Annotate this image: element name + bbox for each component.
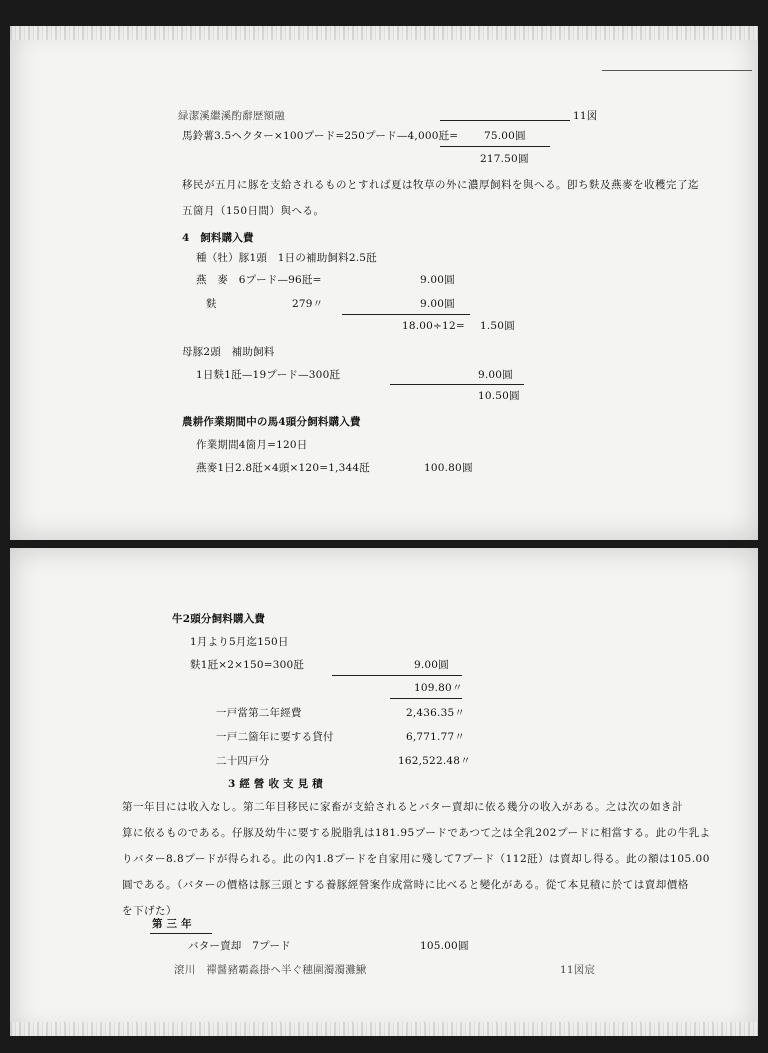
page-number-top: 11図 (573, 110, 598, 122)
paragraph-butter-line-5: を下げた） (122, 905, 177, 917)
horse-heading: 農耕作業期間中の馬4頭分飼料購入費 (182, 416, 361, 428)
sow-line: 1日麩1瓩—19プード—300瓩 (196, 369, 341, 381)
cow-value: 9.00圓 (414, 659, 449, 671)
cow-period: 1月より5月迄150日 (190, 636, 289, 648)
cow-bran: 麩1瓩×2×150=300瓩 (190, 659, 305, 671)
butter-line: バター賣却 7プード (188, 940, 291, 952)
sow-total: 10.50圓 (478, 390, 520, 402)
bran-rule (342, 314, 470, 315)
boar-heading: 種（牡）豚1頭 1日の補助飼料2.5瓩 (196, 252, 377, 264)
sow-rule (390, 384, 524, 385)
page-number-bottom: 11図宸 (560, 964, 596, 976)
cow-rule (332, 675, 462, 676)
paragraph-butter-line-4: 圓である。（バターの價格は豚三頭とする養豚經營案作成當時に比べると變化がある。從て本見積に於ては賣却價格 (122, 879, 689, 891)
horse-value: 100.80圓 (424, 462, 473, 474)
section-3-title: 3 經 營 收 支 見 積 (228, 778, 323, 790)
summary-value-3: 162,522.48〃 (398, 755, 471, 767)
oats-value: 9.00圓 (420, 274, 455, 286)
oats-label: 燕 麥 6プード—96瓩= (196, 274, 322, 286)
summary-value-2: 6,771.77〃 (406, 731, 466, 743)
sow-value: 9.00圓 (478, 369, 513, 381)
scan-noise-bottom (10, 1022, 758, 1036)
running-footer: 滾川 禪醤豬霸淼掛ヘ半ぐ穗圍濁濁灘鰍 (174, 964, 367, 976)
summary-value-1: 2,436.35〃 (406, 707, 466, 719)
sow-heading: 母豚2頭 補助飼料 (182, 346, 275, 358)
potato-value: 75.00圓 (484, 130, 526, 142)
cow-total: 109.80〃 (414, 682, 463, 694)
running-header: 緑潔溪繼溪酌辭歴額融 (178, 110, 285, 122)
summary-label-2: 一戸二箇年に要する貸付 (216, 731, 334, 743)
paragraph-butter-line-1: 第一年目には收入なし。第二年目移民に家畜が支給されるとバター賣却に依る幾分の收入がある。之は次の如き計 (122, 801, 683, 813)
potato-rule (440, 146, 550, 147)
scan-noise-top (10, 26, 758, 40)
page-top (10, 26, 758, 540)
paragraph-feeding-line-1: 移民が五月に豚を支給されるものとすれば夏は牧草の外に濃厚飼料を與へる。卽ち麩及燕麥を收穫完了迄 (182, 179, 699, 191)
bran-value: 9.00圓 (420, 298, 455, 310)
header-line-right (602, 70, 752, 71)
year-3-title: 第 三 年 (152, 918, 192, 930)
calc-1-result: 1.50圓 (480, 320, 515, 332)
paragraph-butter-line-2: 算に依るものである。仔豚及幼牛に要する脱脂乳は181.95プードであつて之は全乳202プードに相當する。此の牛乳よ (122, 827, 711, 839)
horse-period: 作業期間4箇月=120日 (196, 439, 308, 451)
section-4-title: 4 飼料購入費 (182, 232, 254, 244)
summary-label-3: 二十四戸分 (216, 755, 270, 767)
paragraph-feeding (182, 172, 742, 224)
year-3-underline (150, 933, 212, 934)
cow-total-rule (390, 698, 462, 699)
paragraph-feeding-line-2: 五箇月（150日間）與へる。 (182, 205, 325, 217)
calc-1: 18.00÷12= (402, 320, 465, 332)
paragraph-butter (122, 794, 722, 924)
horse-oats: 燕麥1日2.8瓩×4頭×120=1,344瓩 (196, 462, 370, 474)
summary-label-1: 一戸當第二年經費 (216, 707, 302, 719)
bran-label: 麩 (206, 298, 217, 310)
bran-qty: 279〃 (292, 298, 324, 310)
page-bottom (10, 548, 758, 1036)
paragraph-butter-line-3: りバター8.8プードが得られる。此の內1.8プードを自家用に殘して7プード（112瓩）は賣却し得る。此の額は105.00 (122, 853, 710, 865)
butter-value: 105.00圓 (420, 940, 469, 952)
cow-heading: 牛2頭分飼料購入費 (172, 613, 266, 625)
potato-line: 馬鈴薯3.5ヘクター×100プード=250プード—4,000瓩= (182, 130, 459, 142)
header-rule (440, 120, 570, 121)
subtotal-1: 217.50圓 (480, 153, 529, 165)
